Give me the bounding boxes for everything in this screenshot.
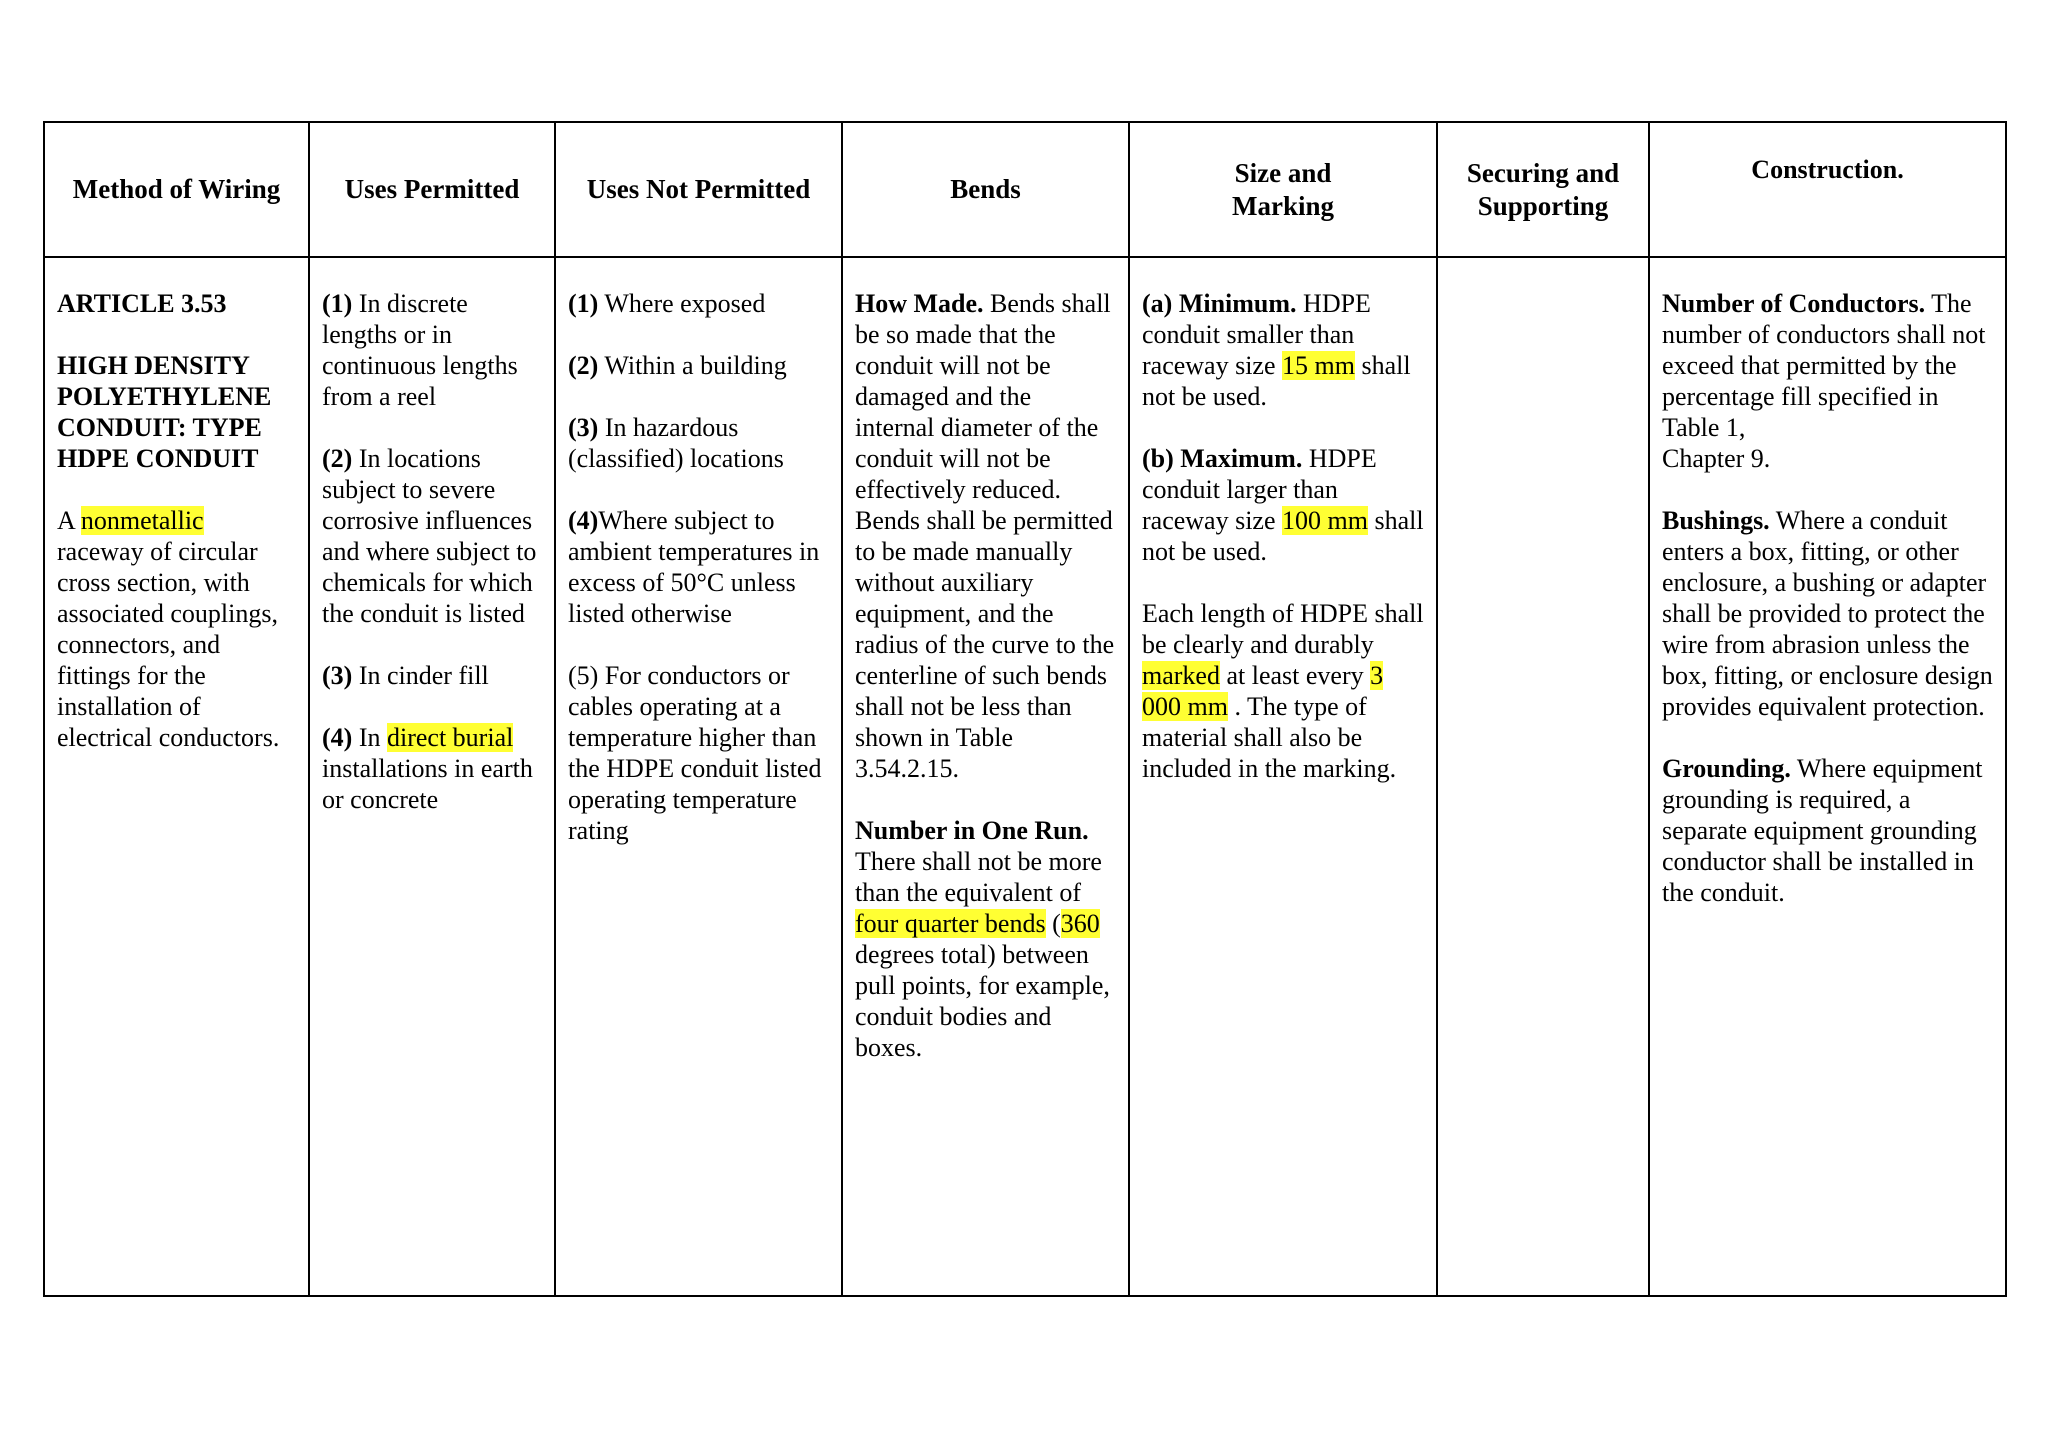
header-uses-permitted: Uses Permitted bbox=[309, 122, 555, 257]
bends-number-in-run: Number in One Run. There shall not be more than the equivalent of four quarter bends (360 degrees total) between pull points, for example, conduit bodies and boxes. bbox=[855, 816, 1110, 1062]
article-number: ARTICLE 3.53 bbox=[57, 289, 227, 318]
header-construction: Construction. bbox=[1649, 122, 2006, 257]
list-item: (1) In discrete lengths or in continuous lengths from a reel bbox=[322, 289, 518, 411]
cell-securing-and-supporting bbox=[1437, 257, 1649, 1296]
header-row bbox=[44, 122, 2006, 257]
highlight: 3 000 mm bbox=[1142, 661, 1384, 721]
highlight: 360 bbox=[1060, 909, 1100, 938]
list-item: (2) In locations subject to severe corrosive influences and where subject to chemicals for which the conduit is listed bbox=[322, 444, 537, 628]
construction-bushings: Bushings. Where a conduit enters a box, fitting, or other enclosure, a bushing or adapter shall be provided to protect the wire from abrasion unless the box, fitting, or enclosure design provides equivalent protection. bbox=[1662, 506, 1993, 721]
header-bends: Bends bbox=[842, 122, 1129, 257]
list-item: (2) Within a building bbox=[568, 351, 787, 380]
article-title: HIGH DENSITY POLYETHYLENE CONDUIT: TYPE HDPE CONDUIT bbox=[57, 351, 272, 473]
highlight: 100 mm bbox=[1282, 506, 1368, 535]
list-item: (5) For conductors or cables operating at a temperature higher than the HDPE conduit listed operating temperature rating bbox=[568, 661, 822, 845]
wiring-methods-table bbox=[43, 121, 2007, 1297]
list-item: (4) In direct burial installations in earth or concrete bbox=[322, 723, 533, 814]
header-securing-and-supporting: Securing and Supporting bbox=[1437, 122, 1649, 257]
header-method-of-wiring: Method of Wiring bbox=[44, 122, 309, 257]
list-item: (3) In cinder fill bbox=[322, 661, 489, 690]
list-item: (1) Where exposed bbox=[568, 289, 766, 318]
cell-size-and-marking bbox=[1129, 257, 1437, 1296]
header-size-and-marking: Size and Marking bbox=[1129, 122, 1437, 257]
list-item: (4)Where subject to ambient temperatures in excess of 50°C unless listed otherwise bbox=[568, 506, 820, 628]
list-item: (3) In hazardous (classified) locations bbox=[568, 413, 784, 473]
construction-conductors: Number of Conductors. The number of conductors shall not exceed that permitted by the percentage fill specified in Table 1, Chapter 9. bbox=[1662, 289, 1986, 473]
highlight: nonmetallic bbox=[80, 506, 204, 535]
article-description: A nonmetallic raceway of circular cross section, with associated couplings, connectors, and fittings for the installation of electrical conductors. bbox=[57, 506, 280, 752]
highlight: marked bbox=[1142, 661, 1220, 690]
size-minimum: (a) Minimum. HDPE conduit smaller than raceway size 15 mm shall not be used. bbox=[1142, 289, 1411, 411]
cell-bends bbox=[842, 257, 1129, 1296]
highlight: 15 mm bbox=[1282, 351, 1355, 380]
highlight: four quarter bends bbox=[855, 909, 1046, 938]
header-uses-not-permitted: Uses Not Permitted bbox=[555, 122, 842, 257]
marking-requirement: Each length of HDPE shall be clearly and durably marked at least every 3 000 mm . The type of material shall also be included in the marking. bbox=[1142, 599, 1424, 783]
content-row bbox=[44, 257, 2006, 1296]
cell-method-of-wiring bbox=[44, 257, 309, 1296]
highlight: direct burial bbox=[387, 723, 514, 752]
size-maximum: (b) Maximum. HDPE conduit larger than raceway size 100 mm shall not be used. bbox=[1142, 444, 1424, 566]
bends-how-made: How Made. Bends shall be so made that the conduit will not be damaged and the internal diameter of the conduit will not be effectively reduced. Bends shall be permitted to be made manually without auxiliary equipment, and the radius of the curve to the centerline of such bends shall not be less than shown in Table 3.54.2.15. bbox=[855, 289, 1115, 783]
cell-uses-not-permitted bbox=[555, 257, 842, 1296]
construction-grounding: Grounding. Where equipment grounding is required, a separate equipment grounding conductor shall be installed in the conduit. bbox=[1662, 754, 1983, 907]
cell-uses-permitted bbox=[309, 257, 555, 1296]
cell-construction bbox=[1649, 257, 2006, 1296]
